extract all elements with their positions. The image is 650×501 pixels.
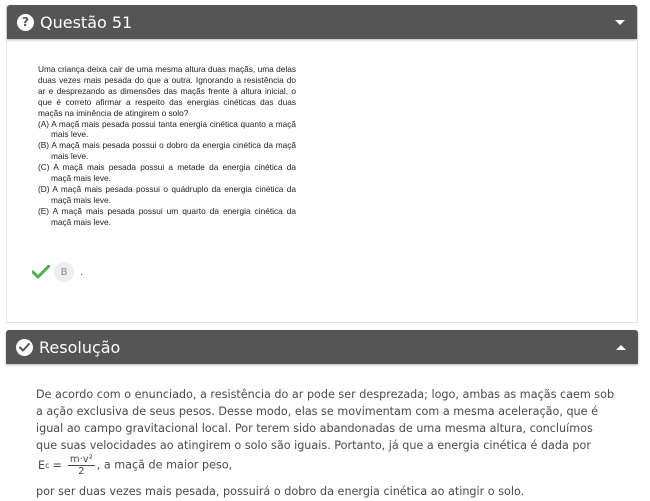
resolution-last-line: por ser duas vezes mais pesada, possuirá o dobro da energia cinética ao atingir o solo. — [36, 485, 525, 498]
check-circle-icon — [16, 339, 33, 356]
answer-suffix: . — [80, 266, 84, 278]
formula-numerator: m·v² — [69, 454, 93, 465]
formula-subscript: c — [45, 461, 50, 470]
resolution-body — [36, 386, 616, 501]
kinetic-energy-formula — [38, 454, 95, 477]
chevron-down-icon[interactable] — [615, 20, 625, 25]
chevron-up-icon[interactable] — [616, 345, 626, 350]
question-title: Questão 51 — [40, 12, 133, 32]
question-body — [38, 64, 296, 228]
answer-badge: B — [54, 262, 74, 282]
formula-lhs: E — [38, 459, 46, 472]
question-header[interactable] — [7, 5, 637, 39]
formula-denominator: 2 — [78, 466, 85, 477]
answer-row — [32, 262, 83, 282]
resolution-text: De acordo com o enunciado, a resistência do ar pode ser desprezada; logo, ambas as maçãs caem sob a ação exclusiva de seus pesos. Desse modo, elas se movimentam com a mesma aceleração, que é igual ao campo gravitacional local. Por terem sido abandonadas de uma mesma altura, concluímos que suas velocidades ao atingirem o solo são iguais. Portanto, já que a energia cinética é dada por — [36, 388, 615, 452]
resolution-header[interactable] — [6, 330, 638, 364]
resolution-text-after: , a maçã de maior peso, — [96, 458, 233, 472]
option-a: (A) A maçã mais pesada possui tanta energia cinética quanto a maçã mais leve. — [38, 118, 296, 140]
option-e: (E) A maçã mais pesada possui um quarto da energia cinética da maçã mais leve. — [38, 205, 296, 227]
resolution-title: Resolução — [39, 337, 121, 357]
question-circle-icon: ? — [17, 14, 34, 31]
option-d: (D) A maçã mais pesada possui o quádruplo da energia cinética da maçã mais leve. — [38, 183, 296, 205]
question-stem: Uma criança deixa cair de uma mesma altura duas maçãs, uma delas duas vezes mais pesada do que a outra. Ignorando a resistência do ar e desprezando as dimensões das maçãs frente à altura inicial, o que é correto afirmar a respeito das energias cinéticas das duas maçãs na iminência de atingirem o solo? — [38, 64, 296, 118]
option-c: (C) A maçã mais pesada possui a metade da energia cinética da maçã mais leve. — [38, 162, 296, 184]
option-b: (B) A maçã mais pesada possui o dobro da energia cinética da maçã mais leve. — [38, 140, 296, 162]
formula-fraction — [68, 454, 95, 477]
formula-equals: = — [52, 459, 62, 472]
check-icon — [32, 265, 50, 279]
